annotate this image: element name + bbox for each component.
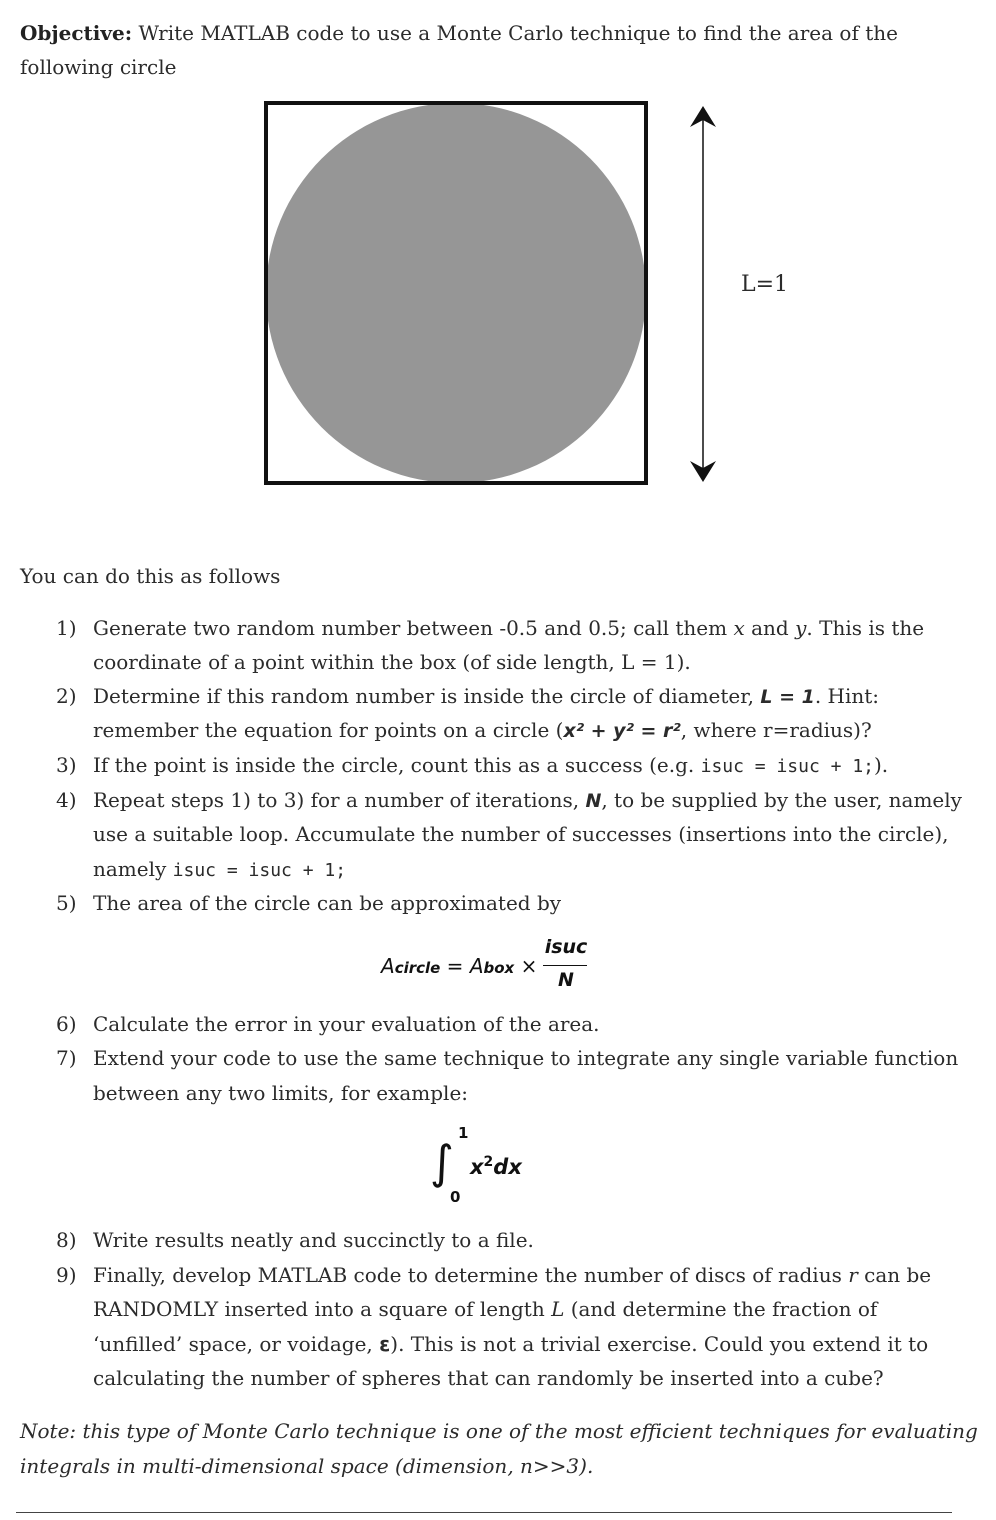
circle-shape (266, 103, 646, 483)
step-1-line2: coordinate of a point within the box (of side length, L = 1). (93, 650, 691, 674)
step-7-number: 7) (56, 1046, 77, 1070)
step-8-line1: Write results neatly and succinctly to a file. (93, 1228, 534, 1252)
step-4-line3: namely isuc = isuc + 1; (93, 857, 347, 881)
step-5-number: 5) (56, 891, 77, 915)
step-4-line2: use a suitable loop. Accumulate the number of successes (insertions into the circle), (93, 822, 949, 846)
intro-text: You can do this as follows (20, 564, 281, 588)
step-3-line1: If the point is inside the circle, count this as a success (e.g. isuc = isuc + 1;). (93, 753, 889, 777)
step-5-line1: The area of the circle can be approximated by (93, 891, 562, 915)
fraction-bar (543, 965, 587, 966)
integral-expression (430, 1124, 560, 1208)
step-2-line2: remember the equation for points on a circle (x² + y² = r², where r=radius)? (93, 718, 872, 742)
integral-upper-limit: 1 (458, 1124, 469, 1142)
circle-figure (0, 0, 996, 520)
bottom-rule (16, 1512, 952, 1513)
objective-line2: following circle (20, 55, 177, 79)
step-9-line1: Finally, develop MATLAB code to determine the number of discs of radius r can be (93, 1263, 932, 1287)
dimension-label: L=1 (741, 272, 789, 297)
integral-sign: ∫ (430, 1135, 454, 1189)
step-8-number: 8) (56, 1228, 77, 1252)
step-7-line1: Extend your code to use the same technique to integrate any single variable function (93, 1046, 959, 1070)
step-1-number: 1) (56, 616, 77, 640)
step-9-line3: ‘unfilled’ space, or voidage, ε). This is not a trivial exercise. Could you extend it to (93, 1332, 929, 1356)
integral-lower-limit: 0 (450, 1188, 461, 1206)
step-4-number: 4) (56, 788, 77, 812)
note-line2: integrals in multi-dimensional space (dimension, n>>3). (20, 1454, 594, 1478)
objective-label: Objective: (20, 21, 133, 45)
fraction-numerator: isuc (544, 936, 588, 958)
step-4-line1: Repeat steps 1) to 3) for a number of iterations, N, to be supplied by the user, namely (93, 788, 962, 812)
step-9-number: 9) (56, 1263, 77, 1287)
note-line1: Note: this type of Monte Carlo technique is one of the most efficient techniques for evaluating (20, 1419, 978, 1443)
step-3-number: 3) (56, 753, 77, 777)
step-2-number: 2) (56, 684, 77, 708)
integrand: $x^2dx$ (470, 1154, 522, 1179)
objective-line1: Write MATLAB code to use a Monte Carlo technique to find the area of the (138, 21, 898, 45)
step-2-line1: Determine if this random number is inside the circle of diameter, L = 1. Hint: (93, 684, 880, 708)
fraction-denominator: N (558, 969, 574, 991)
step-1-line1: Generate two random number between -0.5 and 0.5; call them x and y. This is the (93, 616, 925, 640)
step-6-number: 6) (56, 1012, 77, 1036)
note-paragraph (20, 1414, 978, 1484)
step-6-line1: Calculate the error in your evaluation of the area. (93, 1012, 600, 1036)
step-9-line2: RANDOMLY inserted into a square of length L (and determine the fraction of (93, 1297, 878, 1321)
step-9-line4: calculating the number of spheres that can randomly be inserted into a cube? (93, 1366, 884, 1390)
step-7-line2: between any two limits, for example: (93, 1081, 469, 1105)
